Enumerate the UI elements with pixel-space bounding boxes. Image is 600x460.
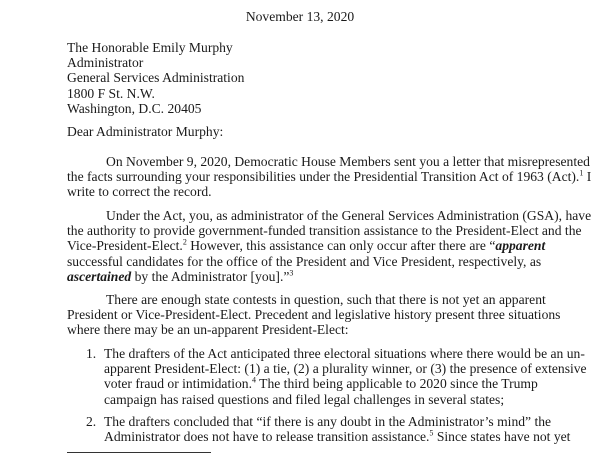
paragraph-line xyxy=(67,269,557,284)
list-number: 2. xyxy=(86,414,97,429)
list-line xyxy=(104,429,570,444)
emphasis-ascertained: ascertained xyxy=(67,268,132,284)
recipient-city: Washington, D.C. 20405 xyxy=(67,100,202,116)
paragraph-2 xyxy=(67,208,592,284)
recipient-title: Administrator xyxy=(67,55,144,71)
text-run: I xyxy=(583,169,592,185)
emphasis-apparent: apparent xyxy=(495,238,546,254)
text-run: Vice-President-Elect. xyxy=(67,238,183,254)
paragraph-line: President or Vice-President-Elect. Precedent and legislative history present three situations xyxy=(67,307,561,323)
list-item-body xyxy=(104,346,587,407)
letter-date: November 13, 2020 xyxy=(245,9,355,24)
paragraph-line: successful candidates for the office of the President and Vice President, respectively, as xyxy=(67,253,542,269)
paragraph-line: On November 9, 2020, Democratic House Members sent you a letter that misrepresented xyxy=(106,154,590,169)
salutation: Dear Administrator Murphy: xyxy=(67,124,224,139)
recipient-name: The Honorable Emily Murphy xyxy=(67,40,233,55)
list-line: The drafters of the Act anticipated three electoral situations where there would be an un- xyxy=(104,346,585,361)
paragraph-line: write to correct the record. xyxy=(67,184,212,200)
recipient-street: 1800 F St. N.W. xyxy=(67,85,155,101)
list-item-body xyxy=(104,414,570,444)
paragraph-line: There are enough state contests in question, such that there is not yet an apparent xyxy=(106,292,546,307)
list-line xyxy=(104,376,587,391)
paragraph-line: Under the Act, you, as administrator of the General Services Administration (GSA), have xyxy=(106,208,592,223)
paragraph-line: where there may be an un-apparent President-Elect: xyxy=(67,322,349,338)
footnote-ref: 4 xyxy=(252,375,256,385)
text-run: However, this assistance can only occur after there are “ xyxy=(186,238,496,254)
text-run: voter fraud or intimidation. xyxy=(104,376,252,392)
footnote-ref: 3 xyxy=(289,268,294,278)
recipient-address-block xyxy=(67,40,244,116)
paragraph-line xyxy=(67,238,557,253)
text-run: by the Administrator [you].” xyxy=(131,268,290,284)
recipient-agency: General Services Administration xyxy=(67,70,245,86)
footnote-ref: 1 xyxy=(579,168,584,178)
list-line: The drafters concluded that “if there is any doubt in the Administrator’s mind” the xyxy=(104,414,552,429)
paragraph-1 xyxy=(67,154,592,200)
paragraph-line: the authority to provide government-funded transition assistance to the President-Elect and the xyxy=(67,223,582,239)
paragraph-3 xyxy=(67,292,561,338)
text-run: the facts surrounding your responsibilities under the Presidential Transition Act of 1963 (Act). xyxy=(67,169,580,185)
list-number: 1. xyxy=(86,346,97,361)
paragraph-line xyxy=(67,168,592,185)
footnote-ref: 5 xyxy=(429,428,434,438)
text-run: Administrator does not have to release transition assistance. xyxy=(104,429,430,445)
footnote-ref: 2 xyxy=(182,237,187,247)
text-run: The third being applicable to 2020 since the Trump xyxy=(256,376,538,392)
footnote-divider xyxy=(67,452,211,453)
text-run: Since states have not yet xyxy=(433,429,571,445)
list-line: campaign has raised questions and filed legal challenges in several states; xyxy=(104,391,505,407)
list-line: apparent President-Elect: (1) a tie, (2) a plurality winner, or (3) the presence of extensive xyxy=(104,361,587,377)
